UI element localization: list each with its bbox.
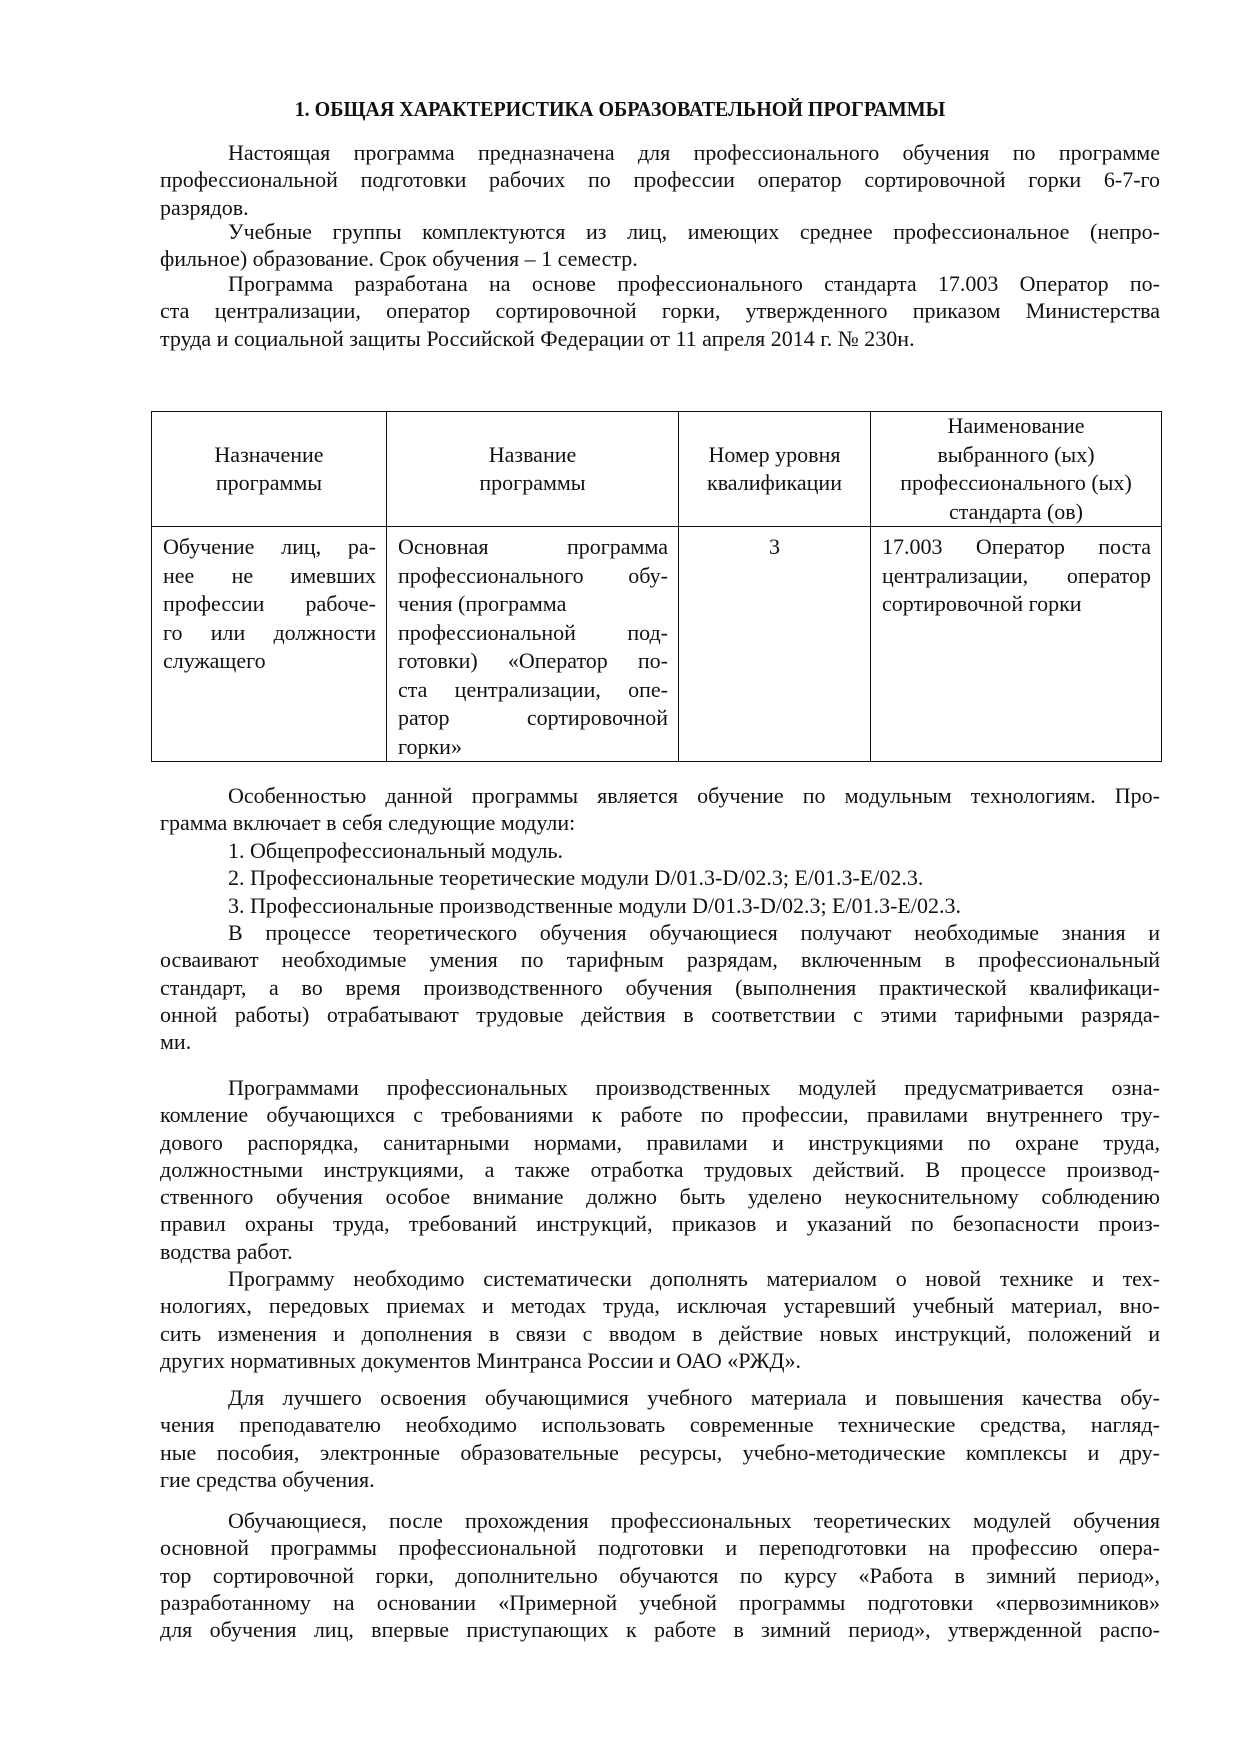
header-cell-standard: Наименование выбранного (ых) профессионального (ых) стандарта (ов) <box>871 412 1162 527</box>
list-item: 2. Профессиональные теоретические модули D/01.3-D/02.3; E/01.3-E/02.3. <box>228 865 924 891</box>
text-line: осваивают необходимые умения по тарифным разрядам, включенным в профессиональный <box>160 947 1160 973</box>
text-line: Для лучшего освоения обучающимися учебного материала и повышения качества обу- <box>228 1385 1160 1410</box>
header-cell-name: Название программы <box>387 412 679 527</box>
text-line: Особенностью данной программы является обучение по модульным технологиям. Про- <box>228 783 1160 808</box>
paragraph-teaching-aids <box>160 1384 1160 1493</box>
text-line: сить изменения и дополнения в связи с вводом в действие новых инструкций, положений и <box>160 1320 1160 1346</box>
text-line: водства работ. <box>160 1238 293 1264</box>
text-line: ные пособия, электронные образовательные ресурсы, учебно-методические комплексы и дру- <box>160 1439 1160 1465</box>
paragraph-modules-intro <box>160 782 1160 837</box>
text-line: разрядов. <box>160 194 249 220</box>
text-line: ми. <box>160 1029 192 1055</box>
text-line: Настоящая программа предназначена для профессионального обучения по программе <box>228 140 1160 165</box>
text-line: профессиональной подготовки рабочих по профессии оператор сортировочной горки 6-7-го <box>160 167 1160 193</box>
table-row <box>152 527 1162 762</box>
text-line: комление обучающихся с требованиями к работе по профессии, правилами внутреннего тру- <box>160 1102 1160 1128</box>
text-line: других нормативных документов Минтранса России и ОАО «РЖД». <box>160 1347 801 1373</box>
intro-paragraph-3 <box>160 270 1160 352</box>
text-line: гие средства обучения. <box>160 1466 375 1492</box>
text-line: для обучения лиц, впервые приступающих к работе в зимний период», утвержденной распо- <box>160 1617 1160 1643</box>
text-line: разработанному на основании «Примерной учебной программы подготовки «первозимников» <box>160 1589 1160 1615</box>
text-line: Программу необходимо систематически дополнять материалом о новой технике и тех- <box>228 1266 1160 1291</box>
modules-list <box>160 837 1160 919</box>
cell-purpose: Обучение лиц, ра- нее не имевших профессии рабоче- го или должности служащего <box>152 527 387 762</box>
text-line: Программа разработана на основе профессионального стандарта 17.003 Оператор по- <box>228 271 1160 296</box>
text-line: правил охраны труда, требований инструкций, приказов и указаний по безопасности произ- <box>160 1211 1160 1237</box>
header-cell-level: Номер уровня квалификации <box>679 412 871 527</box>
intro-paragraph-2 <box>160 218 1160 273</box>
text-line: дового распорядка, санитарными нормами, правилами и инструкциями по охране труда, <box>160 1129 1160 1155</box>
list-item: 1. Общепрофессиональный модуль. <box>228 838 564 863</box>
text-line: тор сортировочной горки, дополнительно обучаются по курсу «Работа в зимний период», <box>160 1562 1160 1588</box>
table-header-row <box>152 412 1162 527</box>
text-line: стандарт, а во время производственного обучения (выполнения практической квалификаци- <box>160 974 1160 1000</box>
intro-paragraph-1 <box>160 139 1160 221</box>
section-title: 1. ОБЩАЯ ХАРАКТЕРИСТИКА ОБРАЗОВАТЕЛЬНОЙ ПРОГРАММЫ <box>294 97 946 121</box>
paragraph-production-modules <box>160 1074 1160 1265</box>
text-line: Программами профессиональных производственных модулей предусматривается озна- <box>228 1075 1160 1100</box>
paragraph-theoretical-training <box>160 919 1160 1055</box>
text-line: должностными инструкциями, а также отработка трудовых действий. В процессе производ- <box>160 1156 1160 1182</box>
text-line: Учебные группы комплектуются из лиц, имеющих среднее профессиональное (непро- <box>228 219 1160 244</box>
text-line: грамма включает в себя следующие модули: <box>160 810 576 836</box>
cell-program-name: Основная программа профессионального обу- чения (программа профессиональной под- готовки) «Оператор по- ста централизации, опе- ратор сортировочной горки» <box>387 527 679 762</box>
text-line: труда и социальной защиты Российской Федерации от 11 апреля 2014 г. № 230н. <box>160 325 915 351</box>
cell-qualification-level: 3 <box>679 527 871 762</box>
paragraph-program-updates <box>160 1265 1160 1374</box>
text-line: ственного обучения особое внимание должно быть уделено неукоснительному соблюдению <box>160 1184 1160 1210</box>
text-line: В процессе теоретического обучения обучающиеся получают необходимые знания и <box>228 920 1160 945</box>
text-line: фильное) образование. Срок обучения – 1 семестр. <box>160 246 638 272</box>
cell-standard: 17.003 Оператор поста централизации, оператор сортировочной горки <box>871 527 1162 762</box>
text-line: основной программы профессиональной подготовки и переподготовки на профессию опера- <box>160 1535 1160 1561</box>
header-cell-purpose: Назначение программы <box>152 412 387 527</box>
text-line: нологиях, передовых приемах и методах труда, исключая устаревший учебный материал, вно- <box>160 1293 1160 1319</box>
text-line: Обучающиеся, после прохождения профессиональных теоретических модулей обучения <box>228 1508 1160 1533</box>
list-item: 3. Профессиональные производственные модули D/01.3-D/02.3; E/01.3-E/02.3. <box>228 892 961 918</box>
text-line: чения преподавателю необходимо использовать современные технические средства, нагляд- <box>160 1412 1160 1438</box>
paragraph-winter-course <box>160 1507 1160 1643</box>
program-table <box>151 411 1162 762</box>
text-line: ста централизации, оператор сортировочной горки, утвержденного приказом Министерства <box>160 298 1160 324</box>
text-line: онной работы) отрабатывают трудовые действия в соответствии с этими тарифными разряда- <box>160 1001 1160 1027</box>
